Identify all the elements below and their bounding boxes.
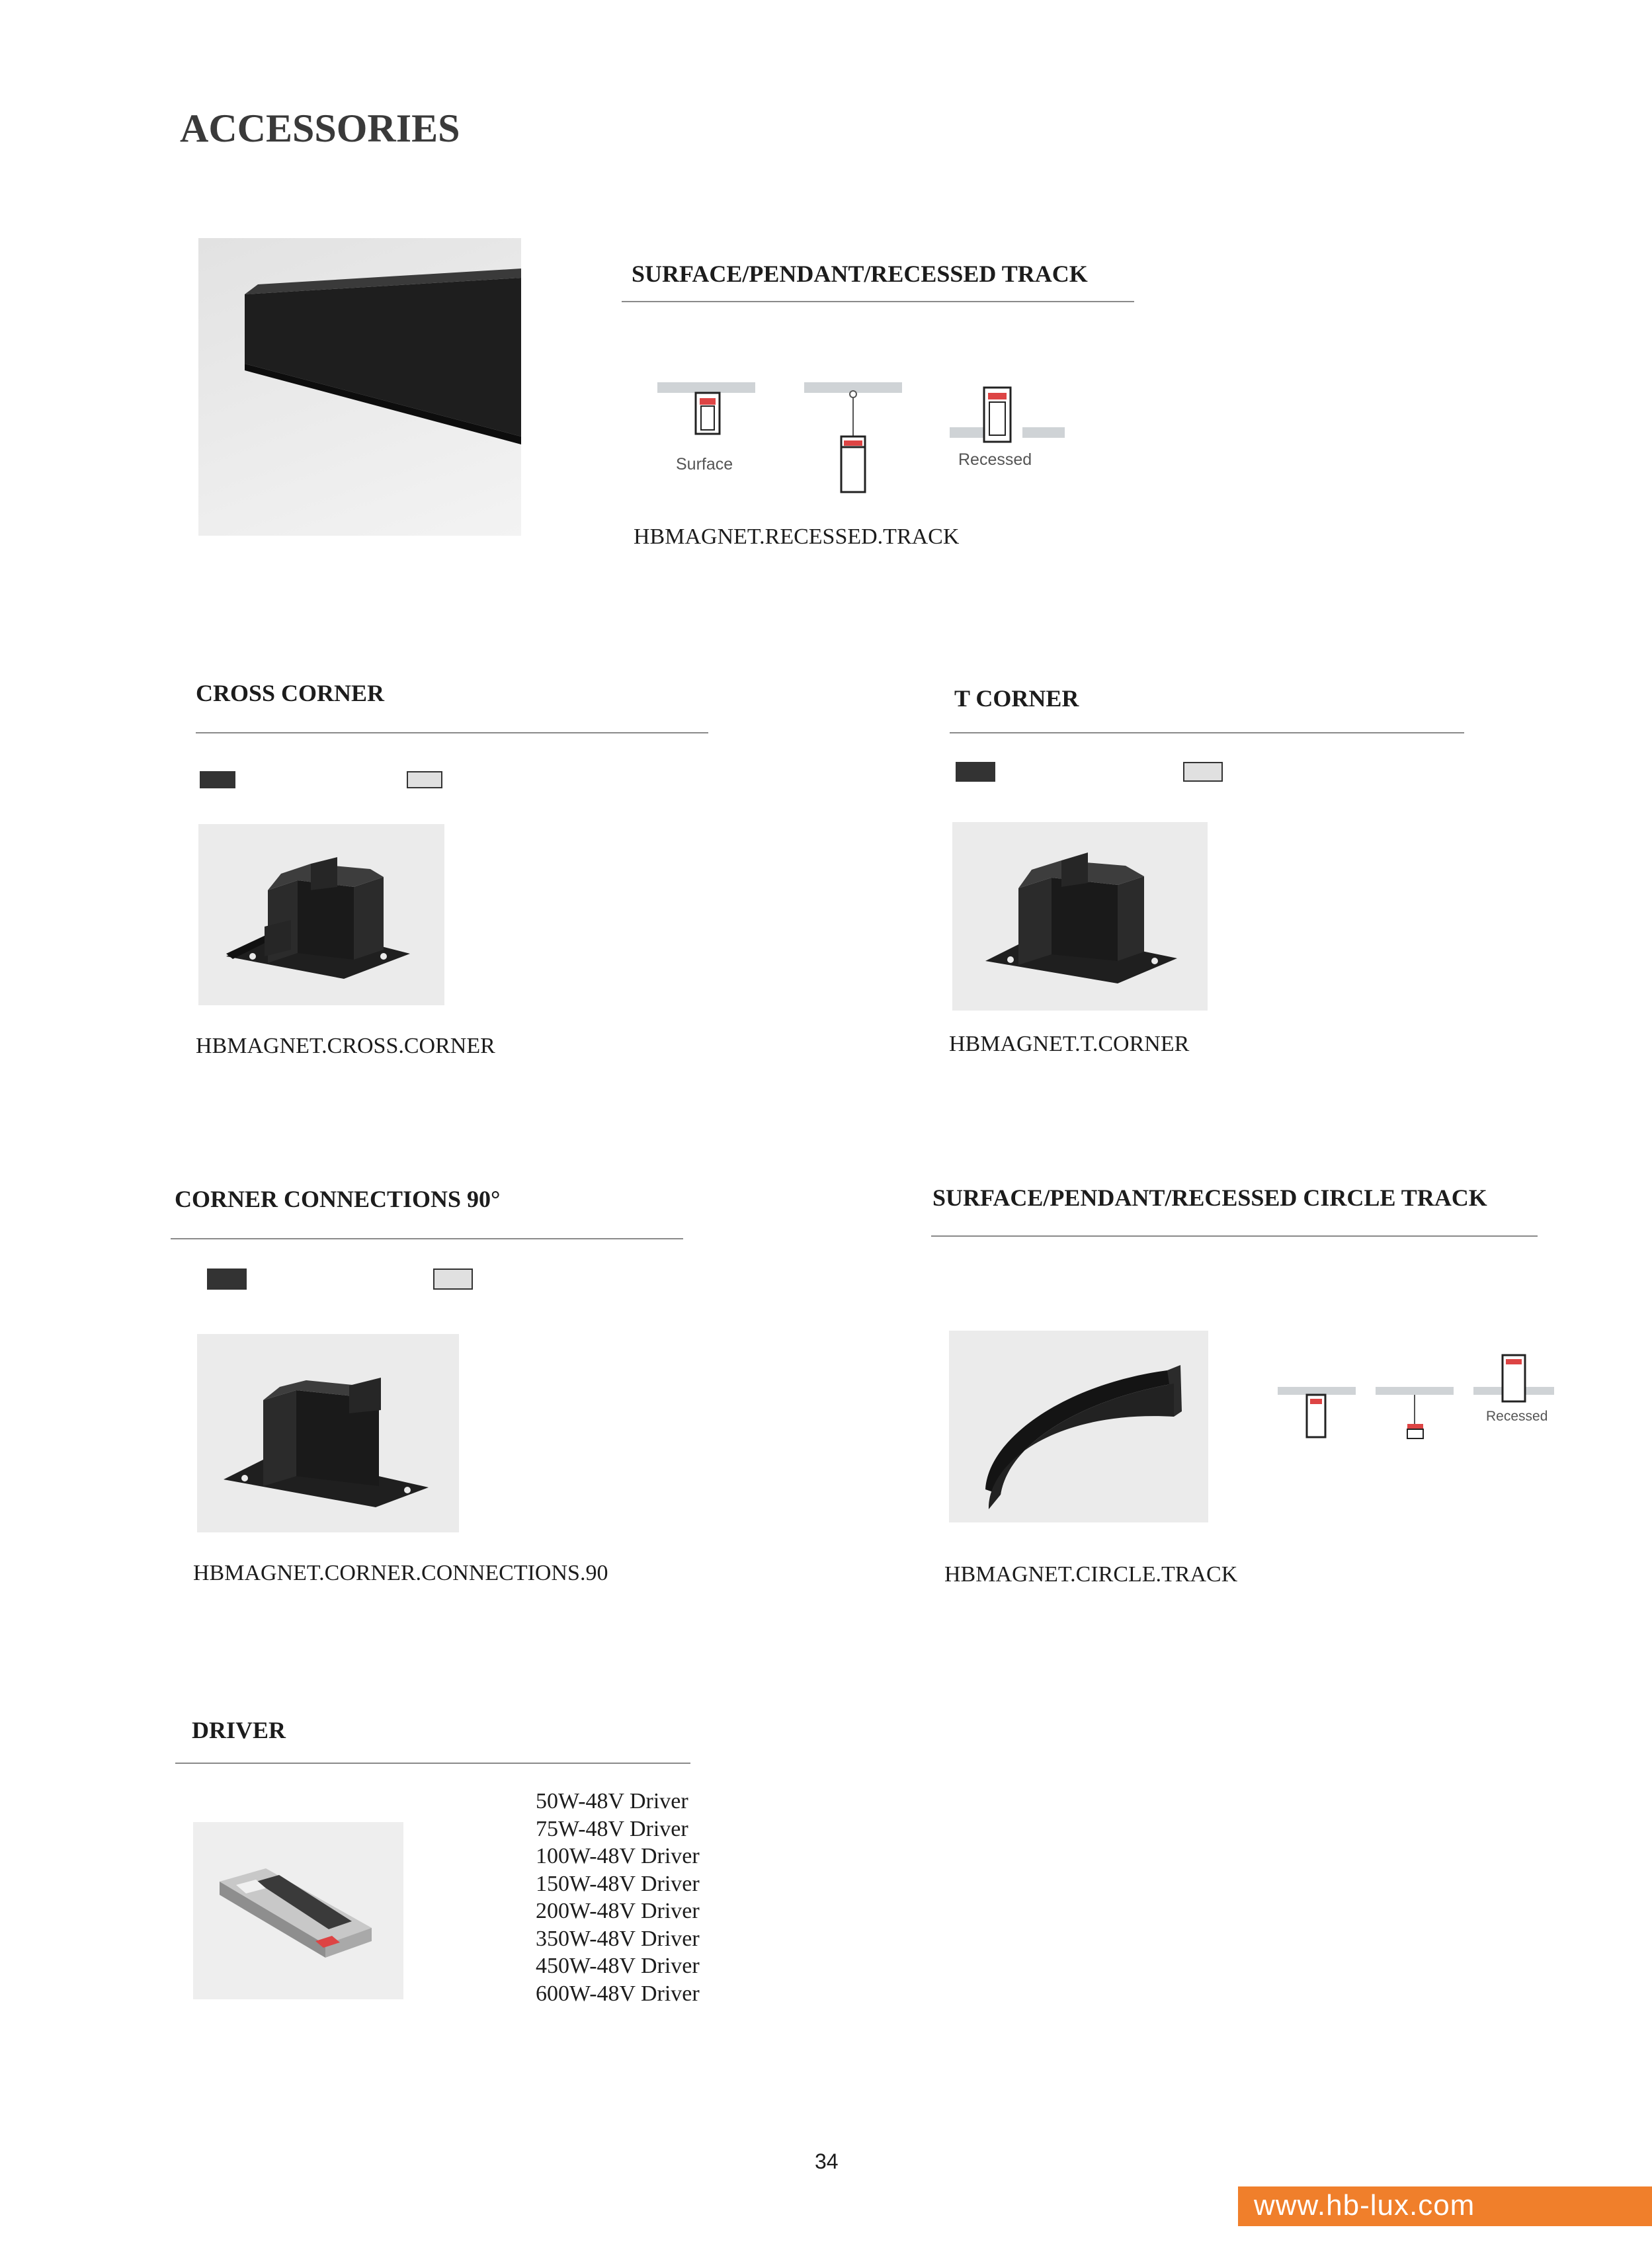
driver-photo: [193, 1822, 403, 1999]
website-link[interactable]: www.hb-lux.com: [1254, 2189, 1475, 2222]
list-item: 350W-48V Driver: [536, 1926, 700, 1951]
circle-track-heading: SURFACE/PENDANT/RECESSED CIRCLE TRACK: [932, 1185, 1487, 1211]
corner-connections-heading: CORNER CONNECTIONS 90°: [175, 1186, 501, 1212]
recessed-label: Recessed: [1486, 1409, 1548, 1424]
t-corner-heading: T CORNER: [954, 685, 1079, 712]
track-heading: SURFACE/PENDANT/RECESSED TRACK: [632, 261, 1088, 287]
page-title: ACCESSORIES: [180, 106, 460, 150]
list-item: 600W-48V Driver: [536, 1981, 700, 2006]
circle-track-divider: [931, 1235, 1538, 1237]
black-finish-swatch: [956, 762, 995, 782]
grey-finish-swatch: [407, 771, 442, 788]
track-divider: [622, 301, 1134, 302]
corner-connections-photo: [197, 1334, 459, 1532]
t-corner-photo: [952, 822, 1208, 1011]
circle-track-mounting-diagram: [1276, 1352, 1554, 1445]
corner-connections-product-code: HBMAGNET.CORNER.CONNECTIONS.90: [193, 1561, 608, 1585]
circle-track-product-code: HBMAGNET.CIRCLE.TRACK: [944, 1562, 1238, 1587]
list-item: 450W-48V Driver: [536, 1954, 700, 1978]
list-item: 50W-48V Driver: [536, 1789, 688, 1813]
surface-label: Surface: [676, 455, 733, 474]
cross-corner-product-code: HBMAGNET.CROSS.CORNER: [196, 1034, 495, 1058]
list-item: 200W-48V Driver: [536, 1899, 700, 1923]
corner-connections-divider: [171, 1238, 683, 1239]
cross-corner-divider: [196, 732, 708, 733]
list-item: 75W-48V Driver: [536, 1816, 688, 1841]
t-corner-divider: [950, 732, 1464, 733]
driver-divider: [175, 1763, 690, 1764]
circle-track-photo: [949, 1331, 1208, 1522]
track-product-code: HBMAGNET.RECESSED.TRACK: [634, 524, 960, 549]
footer-website-bar: [1238, 2186, 1652, 2226]
driver-heading: DRIVER: [192, 1717, 286, 1743]
grey-finish-swatch: [1183, 762, 1223, 782]
track-mounting-diagram: [655, 377, 1065, 496]
cross-corner-heading: CROSS CORNER: [196, 680, 385, 706]
black-finish-swatch: [207, 1269, 247, 1290]
recessed-label: Recessed: [958, 450, 1032, 469]
driver-list: [536, 1788, 700, 2007]
t-corner-product-code: HBMAGNET.T.CORNER: [949, 1032, 1190, 1056]
black-finish-swatch: [200, 771, 235, 788]
track-photo: [198, 238, 521, 536]
cross-corner-photo: [198, 824, 444, 1005]
grey-finish-swatch: [433, 1269, 473, 1290]
list-item: 150W-48V Driver: [536, 1871, 700, 1896]
page-number: 34: [815, 2149, 839, 2173]
list-item: 100W-48V Driver: [536, 1844, 700, 1868]
